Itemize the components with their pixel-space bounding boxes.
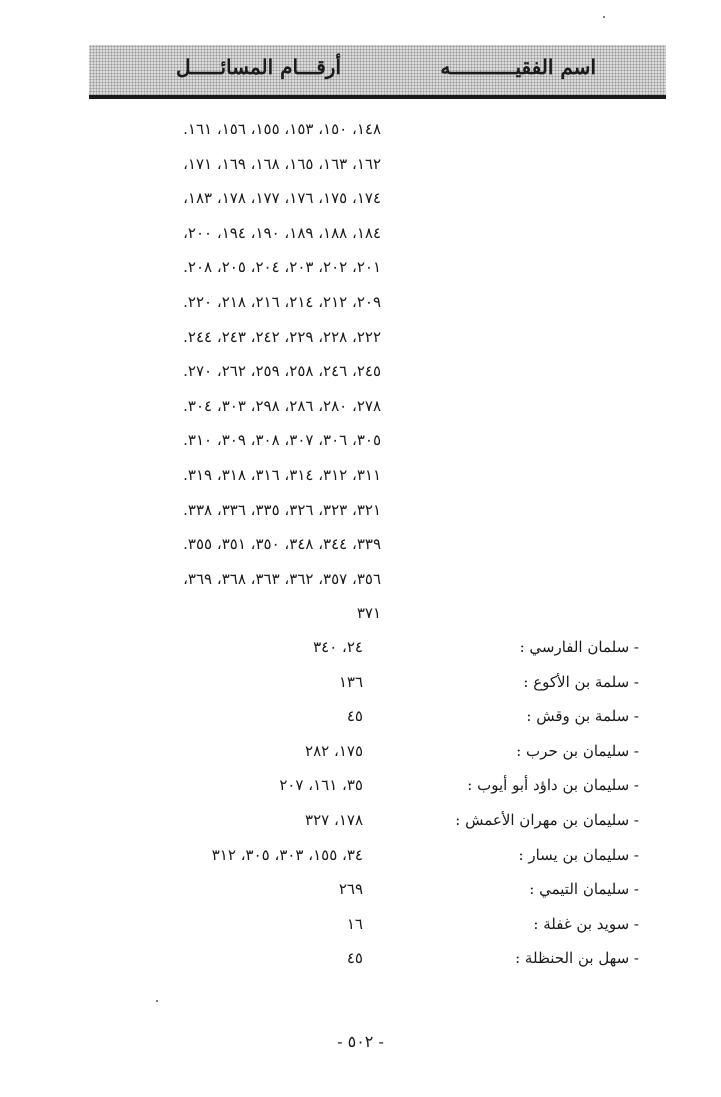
scan-speck — [603, 16, 605, 18]
index-entry — [0, 630, 721, 665]
jurist-name: - سلمة بن الأكوع : — [523, 672, 639, 691]
index-entry — [0, 838, 721, 873]
index-entry — [0, 734, 721, 769]
issue-numbers: ١٣٦ — [338, 672, 363, 691]
issue-numbers: ٤٥ — [346, 707, 363, 726]
issue-numbers-line: ٢٧٨، ٢٨٠، ٢٨٦، ٢٩٨، ٣٠٣، ٣٠٤. — [183, 396, 381, 415]
issue-numbers-line: ٢٠٩، ٢١٢، ٢١٤، ٢١٦، ٢١٨، ٢٢٠. — [183, 292, 381, 311]
issue-numbers-line: ٣٧١ — [356, 604, 381, 623]
issue-numbers: ٢٤، ٣٤٠ — [313, 638, 363, 656]
issue-numbers-line: ٣٥٦، ٣٥٧، ٣٦٢، ٣٦٣، ٣٦٨، ٣٦٩، — [183, 569, 381, 588]
jurist-name: - سهل بن الحنظلة : — [515, 949, 639, 968]
index-entry — [0, 803, 721, 838]
index-entry — [0, 665, 721, 700]
jurist-name: - سلمان الفارسي : — [519, 638, 639, 656]
index-entry — [0, 941, 721, 976]
jurist-name: - سلمة بن وقش : — [526, 707, 639, 726]
issue-numbers-line: ١٨٤، ١٨٨، ١٨٩، ١٩٠، ١٩٤، ٢٠٠، — [183, 223, 381, 242]
issue-numbers: ٤٥ — [346, 949, 363, 968]
jurist-index-list — [0, 630, 721, 976]
jurist-name: - سويد بن غفلة : — [533, 914, 639, 933]
issue-numbers: ٢٦٩ — [338, 880, 363, 899]
index-entry — [0, 872, 721, 907]
issue-numbers-line: ٣٢١، ٣٢٣، ٣٢٦، ٣٣٥، ٣٣٦، ٣٣٨. — [183, 500, 381, 519]
jurist-name: - سليمان بن يسار : — [518, 845, 639, 864]
issue-numbers: ٣٥، ١٦١، ٢٠٧ — [279, 776, 363, 795]
jurist-name: - سليمان بن داؤد أبو أيوب : — [467, 776, 639, 795]
continued-issue-numbers — [111, 112, 381, 631]
issue-numbers-line: ١٦٢، ١٦٣، ١٦٥، ١٦٨، ١٦٩، ١٧١، — [183, 154, 381, 173]
scan-speck — [156, 1000, 158, 1002]
index-entry — [0, 907, 721, 942]
issue-numbers: ١٧٨، ٣٢٧ — [305, 810, 363, 829]
index-entry — [0, 768, 721, 803]
jurist-name: - سليمان التيمي : — [529, 880, 639, 899]
issue-numbers-line: ٣٠٥، ٣٠٦، ٣٠٧، ٣٠٨، ٣٠٩، ٣١٠. — [183, 431, 381, 450]
index-entry — [0, 699, 721, 734]
jurist-name: - سليمان بن مهران الأعمش : — [455, 810, 639, 829]
issue-numbers-line: ٣٣٩، ٣٤٤، ٣٤٨، ٣٥٠، ٣٥١، ٣٥٥. — [183, 535, 381, 554]
issue-numbers-line: ١٤٨، ١٥٠، ١٥٣، ١٥٥، ١٥٦، ١٦١. — [183, 120, 381, 138]
issue-numbers-line: ٢٤٥، ٢٤٦، ٢٥٨، ٢٥٩، ٢٦٢، ٢٧٠. — [183, 362, 381, 381]
issue-numbers-line: ٣١١، ٣١٢، ٣١٤، ٣١٦، ٣١٨، ٣١٩. — [183, 465, 381, 484]
issue-numbers: ١٧٥، ٢٨٢ — [305, 741, 363, 760]
column-header-jurist-name: اسم الفقيـــــــــــه — [440, 55, 596, 79]
table-header — [89, 45, 666, 99]
issue-numbers-line: ٢٢٢، ٢٢٨، ٢٢٩، ٢٤٢، ٢٤٣، ٢٤٤. — [183, 327, 381, 346]
column-header-issue-numbers: أرقـــام المسائـــــل — [176, 55, 341, 79]
issue-numbers-line: ١٧٤، ١٧٥، ١٧٦، ١٧٧، ١٧٨، ١٨٣، — [183, 189, 381, 208]
issue-numbers-line: ٢٠١، ٢٠٢، ٢٠٣، ٢٠٤، ٢٠٥، ٢٠٨. — [183, 258, 381, 277]
issue-numbers: ٣٤، ١٥٥، ٣٠٣، ٣٠٥، ٣١٢ — [211, 845, 363, 864]
jurist-name: - سليمان بن حرب : — [516, 741, 639, 760]
issue-numbers: ١٦ — [346, 914, 363, 933]
page-number: - ٥٠٢ - — [337, 1032, 384, 1051]
